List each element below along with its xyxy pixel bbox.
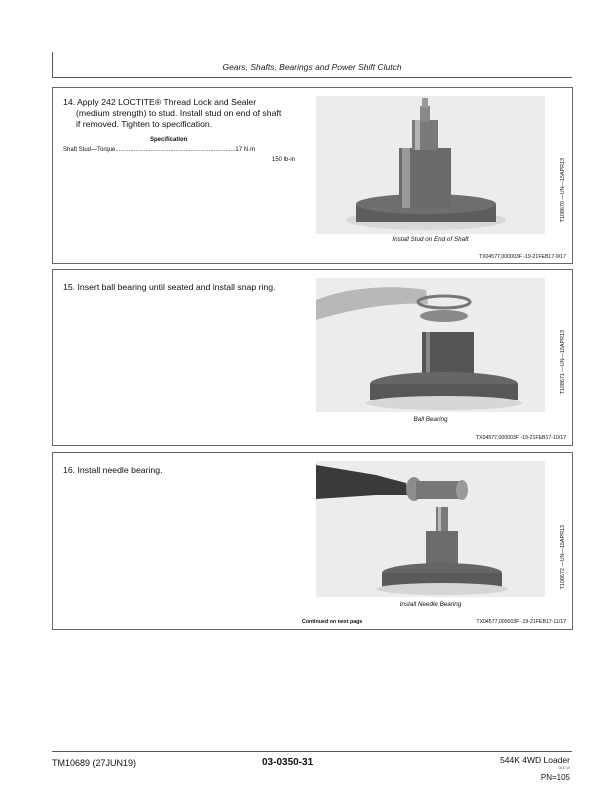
figure-id: T108671 —UN—15APR13 (560, 330, 566, 395)
photo-caption: Ball Bearing (413, 416, 448, 423)
photo-needle-bearing (316, 461, 545, 597)
specification-row (63, 147, 255, 153)
model-label: 544K 4WD Loader (500, 755, 570, 765)
step-number: 15. (63, 282, 76, 292)
step-14-panel (52, 87, 573, 264)
figure-id: T108672 —UN—15APR13 (560, 525, 566, 590)
photo-caption: Install Stud on End of Shaft (392, 236, 469, 243)
page-number: PN=105 (540, 773, 570, 782)
continued-note: Continued on next page (302, 619, 363, 625)
model-name (500, 755, 570, 770)
spec-leader-dots: ........................................................................ (115, 147, 236, 153)
needle-bearing-illustration (316, 461, 545, 597)
section-title: Gears, Shafts, Bearings and Power Shift Clutch (222, 62, 402, 72)
step-16-panel (52, 452, 573, 630)
step-line-2: (medium strength) to stud. Install stud on end of shaft (76, 107, 282, 118)
photo-caption: Install Needle Bearing (399, 601, 462, 608)
step-number: 14. (63, 97, 76, 107)
step-line-3: if removed. Tighten to specification. (76, 118, 213, 129)
reference-code: TX04577,000003F -19-21FEB17-11/17 (476, 619, 566, 625)
step-15-panel (52, 269, 573, 446)
step-15-text (63, 282, 276, 293)
small-code: 062719 (558, 766, 570, 770)
reference-code: TX04577,000003F -19-21FEB17-10/17 (476, 435, 566, 441)
step-number: 16. (63, 465, 76, 475)
manual-number: TM10689 (27JUN19) (52, 758, 137, 768)
ball-bearing-illustration (316, 278, 545, 412)
spec-item: Shaft Stud—Torque (63, 147, 116, 153)
specification-heading: Specification (150, 137, 188, 143)
reference-code: TX04577,000003F -19-21FEB17-9/17 (478, 254, 566, 260)
step-16-text (63, 465, 163, 476)
step-line-1: Insert ball bearing until seated and install snap ring. (77, 282, 276, 292)
photo-stud-on-shaft (316, 96, 545, 234)
step-14-text (63, 97, 281, 129)
page-code: 03-0350-31 (262, 757, 314, 768)
footer-rule (52, 751, 572, 752)
header-rule (52, 77, 572, 78)
shaft-gear-illustration (316, 96, 545, 234)
spec-value-metric: 17 N·m (235, 147, 256, 153)
step-line-1: Apply 242 LOCTITE® Thread Lock and Sealer (77, 97, 257, 107)
step-line-1: Install needle bearing. (77, 465, 163, 475)
spec-value-imperial: 150 lb-in (272, 157, 296, 163)
figure-id: T108670 —UN—15APR13 (560, 158, 566, 223)
photo-ball-bearing (316, 278, 545, 412)
